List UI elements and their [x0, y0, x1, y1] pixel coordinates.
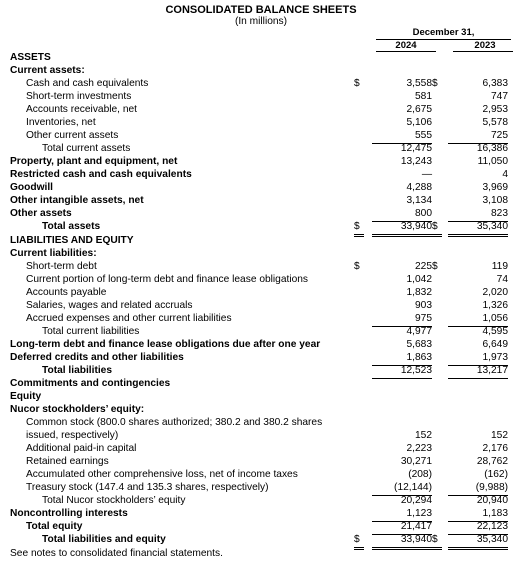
value-2023: 3,969: [482, 182, 508, 193]
value-2023: 2,020: [482, 287, 508, 298]
table-row: [0, 156, 522, 169]
currency-symbol-2023: $: [432, 221, 442, 237]
value-2023: 74: [496, 274, 508, 285]
table-row: [0, 195, 522, 208]
currency-symbol-2023: $: [432, 78, 438, 89]
value-2024: 5,106: [406, 117, 432, 128]
value-2024: 903: [415, 300, 432, 311]
row-label: Property, plant and equipment, net: [10, 156, 178, 167]
value-2024: 2,223: [406, 443, 432, 454]
table-row: [0, 326, 522, 339]
table-row: [0, 521, 522, 534]
currency-symbol-2023: $: [432, 534, 442, 550]
row-label: Accumulated other comprehensive loss, net of income taxes: [26, 469, 298, 480]
row-label: Cash and cash equivalents: [26, 78, 149, 89]
value-2023: 4: [502, 169, 508, 180]
table-row: [0, 117, 522, 130]
row-label: Current assets:: [10, 65, 85, 76]
row-label: Common stock (800.0 shares authorized; 380.2 and 380.2 shares issued, respectively): [26, 417, 323, 441]
value-2023: 22,123: [448, 521, 508, 535]
table-row: [0, 52, 522, 65]
value-2023: (9,988): [448, 482, 508, 496]
table-row: [0, 404, 522, 417]
value-2024: 225: [415, 261, 432, 272]
row-label: Total liabilities: [42, 365, 113, 376]
table-row: [0, 508, 522, 521]
table-row: [0, 91, 522, 104]
table-row: [0, 235, 522, 248]
row-label: Retained earnings: [26, 456, 109, 467]
value-2024: 152: [415, 430, 432, 441]
value-2024: 5,683: [406, 339, 432, 350]
table-row: [0, 469, 522, 482]
row-label: ASSETS: [10, 52, 51, 63]
value-2023: 823: [448, 208, 508, 222]
value-2023: 1,183: [448, 508, 508, 522]
value-2024: 555: [372, 130, 432, 144]
table-row: [0, 352, 522, 365]
footer-note: See notes to consolidated financial statements.: [10, 548, 223, 559]
value-2024: 1,123: [372, 508, 432, 522]
table-row: [0, 300, 522, 313]
value-2023: 2,176: [482, 443, 508, 454]
row-label: Long-term debt and finance lease obligations due after one year: [10, 339, 321, 350]
value-2023: 6,383: [482, 78, 508, 89]
value-2023: 5,578: [482, 117, 508, 128]
value-2024: 13,243: [400, 156, 432, 167]
value-2024: 800: [372, 208, 432, 222]
table-row: [0, 287, 522, 300]
value-2024: 33,940: [372, 221, 432, 237]
table-row: [0, 65, 522, 78]
value-2024: 1,863: [372, 352, 432, 366]
row-label: Deferred credits and other liabilities: [10, 352, 184, 363]
row-label: Current liabilities:: [10, 248, 97, 259]
value-2023: 6,649: [482, 339, 508, 350]
value-2024: 581: [415, 91, 432, 102]
value-2023: 2,953: [482, 104, 508, 115]
currency-symbol-2024: $: [354, 221, 364, 237]
value-2023: 1,973: [448, 352, 508, 366]
row-label: Restricted cash and cash equivalents: [10, 169, 192, 180]
value-2024: 12,475: [400, 143, 432, 154]
table-row: [0, 221, 522, 235]
row-label: Short-term debt: [26, 261, 97, 272]
value-2024: (12,144): [372, 482, 432, 496]
value-2024: 1,832: [406, 287, 432, 298]
table-row: [0, 104, 522, 117]
value-2023: 4,595: [482, 326, 508, 337]
table-row: [0, 274, 522, 287]
value-2023: 747: [491, 91, 508, 102]
currency-symbol-2023: $: [432, 261, 438, 272]
value-2023: 20,940: [476, 495, 508, 506]
row-label: Short-term investments: [26, 91, 132, 102]
row-label: Total liabilities and equity: [42, 534, 166, 545]
value-2024: (208): [408, 469, 432, 480]
value-2023: 35,340: [448, 221, 508, 237]
row-label: Nucor stockholders’ equity:: [10, 404, 145, 415]
row-label: Accrued expenses and other current liabilities: [26, 313, 232, 324]
row-label: Treasury stock (147.4 and 135.3 shares, respectively): [26, 482, 269, 493]
value-2023: 28,762: [476, 456, 508, 467]
value-2023: 119: [491, 261, 508, 272]
value-2024: 4,977: [406, 326, 432, 337]
table-row: [0, 495, 522, 508]
table-row: [0, 248, 522, 261]
value-2024: —: [421, 169, 432, 180]
page-subtitle: (In millions): [234, 16, 288, 27]
row-label: Accounts payable: [26, 287, 107, 298]
row-label: Inventories, net: [26, 117, 96, 128]
table-row: [0, 169, 522, 182]
row-label: Other assets: [10, 208, 72, 219]
row-label: LIABILITIES AND EQUITY: [10, 235, 134, 246]
year-header-2024: 2024: [395, 40, 417, 51]
value-2023: 13,217: [448, 365, 508, 379]
row-label: Equity: [10, 391, 42, 402]
table-row: [0, 417, 522, 443]
table-row: [0, 339, 522, 352]
value-2023: 16,386: [476, 143, 508, 154]
value-2024: 21,417: [372, 521, 432, 535]
year-header-2023: 2023: [474, 40, 496, 51]
row-label: Accounts receivable, net: [26, 104, 137, 115]
page-title: CONSOLIDATED BALANCE SHEETS: [165, 4, 357, 16]
row-label: Goodwill: [10, 182, 54, 193]
table-row: [0, 365, 522, 378]
table-row: [0, 261, 522, 274]
value-2024: 2,675: [406, 104, 432, 115]
value-2023: (162): [484, 469, 508, 480]
row-label: Total assets: [42, 221, 101, 232]
row-label: Commitments and contingencies: [10, 378, 171, 389]
row-label: Total current assets: [42, 143, 131, 154]
row-label: Salaries, wages and related accruals: [26, 300, 193, 311]
value-2024: 12,523: [372, 365, 432, 379]
row-label: Total Nucor stockholders’ equity: [42, 495, 186, 506]
table-row: [0, 130, 522, 143]
table-row: [0, 143, 522, 156]
table-row: [0, 482, 522, 495]
table-row: [0, 78, 522, 91]
row-label: Total equity: [26, 521, 83, 532]
value-2023: 152: [491, 430, 508, 441]
value-2024: 4,288: [406, 182, 432, 193]
row-label: Current portion of long-term debt and finance lease obligations: [26, 274, 309, 285]
value-2023: 35,340: [448, 534, 508, 550]
value-2023: 1,326: [482, 300, 508, 311]
value-2024: 3,134: [406, 195, 432, 206]
statement-rows: [0, 52, 522, 548]
table-row: [0, 443, 522, 456]
value-2024: 975: [372, 313, 432, 327]
row-label: Total current liabilities: [42, 326, 140, 337]
table-row: [0, 391, 522, 404]
currency-symbol-2024: $: [354, 78, 360, 89]
table-row: [0, 378, 522, 391]
value-2024: 20,294: [400, 495, 432, 506]
table-row: [0, 313, 522, 326]
value-2024: 1,042: [406, 274, 432, 285]
value-2023: 1,056: [448, 313, 508, 327]
value-2024: 33,940: [372, 534, 432, 550]
table-row: [0, 182, 522, 195]
row-label: Other intangible assets, net: [10, 195, 144, 206]
currency-symbol-2024: $: [354, 261, 360, 272]
table-row: [0, 534, 522, 548]
value-2023: 11,050: [477, 156, 508, 167]
value-2023: 725: [448, 130, 508, 144]
currency-symbol-2024: $: [354, 534, 364, 550]
table-row: [0, 456, 522, 469]
row-label: Additional paid-in capital: [26, 443, 137, 454]
row-label: Other current assets: [26, 130, 119, 141]
value-2024: 3,558: [406, 78, 432, 89]
period-header: December 31,: [376, 27, 511, 40]
value-2023: 3,108: [482, 195, 508, 206]
value-2024: 30,271: [400, 456, 432, 467]
row-label: Noncontrolling interests: [10, 508, 128, 519]
table-row: [0, 208, 522, 221]
